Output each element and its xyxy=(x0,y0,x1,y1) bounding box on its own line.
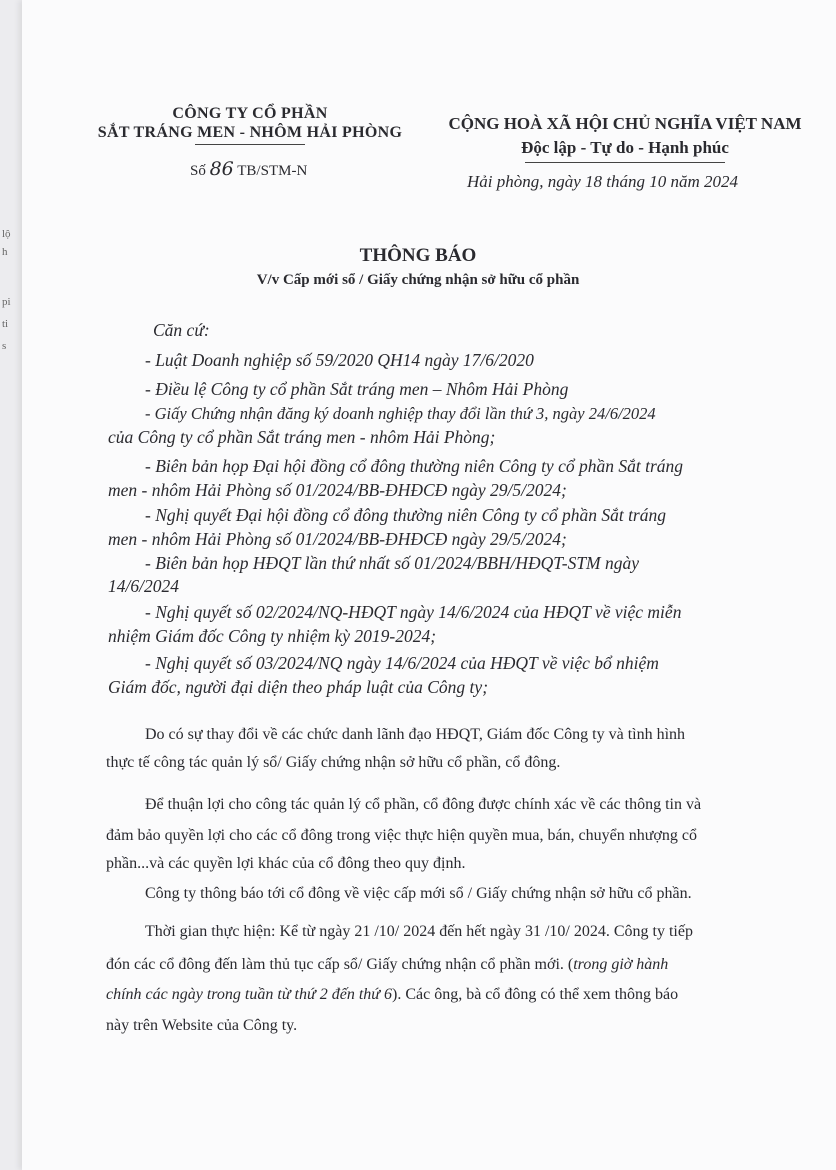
body-line: Để thuận lợi cho công tác quản lý cổ phần, cổ đông được chính xác về các thông tin và xyxy=(145,796,702,813)
body-line: thực tế công tác quản lý sổ/ Giấy chứng nhận sở hữu cổ phần, cổ đông. xyxy=(106,754,561,771)
edge-mark: s xyxy=(2,340,7,352)
basis-line: - Luật Doanh nghiệp số 59/2020 QH14 ngày 17/6/2020 xyxy=(145,350,534,370)
basis-line: - Nghị quyết số 03/2024/NQ ngày 14/6/2024 của HĐQT về việc bổ nhiệm xyxy=(145,653,659,673)
document-subtitle: V/v Cấp mới sổ / Giấy chứng nhận sở hữu cổ phần xyxy=(256,272,580,288)
company-header xyxy=(75,104,425,145)
header-underline xyxy=(195,144,305,145)
body-line: này trên Website của Công ty. xyxy=(106,1017,298,1034)
document-date: Hải phòng, ngày 18 tháng 10 năm 2024 xyxy=(467,172,739,191)
body-line: phần...và các quyền lợi khác của cổ đông theo quy định. xyxy=(106,855,466,872)
edge-mark: ti xyxy=(2,318,9,330)
basis-line: - Biên bản họp HĐQT lần thứ nhất số 01/2024/BBH/HĐQT-STM ngày xyxy=(145,553,640,573)
body-text: ). Các ông, bà cổ đông có thể xem thông báo xyxy=(392,986,679,1003)
body-line: đảm bảo quyền lợi cho các cổ đông trong việc thực hiện quyền mua, bán, chuyển nhượng cổ xyxy=(106,827,697,844)
document-number xyxy=(190,158,307,180)
doc-number-suffix: TB/STM-N xyxy=(237,163,308,179)
body-line: Công ty thông báo tới cổ đông về việc cấp mới sổ / Giấy chứng nhận sở hữu cổ phần. xyxy=(145,885,692,902)
body-line xyxy=(106,956,668,974)
basis-line: men - nhôm Hải Phòng số 01/2024/BB-ĐHĐCĐ ngày 29/5/2024; xyxy=(108,529,567,549)
motto-underline xyxy=(525,162,725,163)
basis-line: men - nhôm Hải Phòng số 01/2024/BB-ĐHĐCĐ ngày 29/5/2024; xyxy=(108,480,567,500)
basis-line: của Công ty cổ phần Sắt tráng men - nhôm Hải Phòng; xyxy=(108,427,496,447)
body-text: đón các cổ đông đến làm thủ tục cấp sổ/ Giấy chứng nhận cổ phần mới. ( xyxy=(106,956,574,973)
basis-line: Giám đốc, người đại diện theo pháp luật của Công ty; xyxy=(108,677,489,697)
body-line: Do có sự thay đổi về các chức danh lãnh đạo HĐQT, Giám đốc Công ty và tình hình xyxy=(145,726,686,743)
national-title: CỘNG HOÀ XÃ HỘI CHỦ NGHĨA VIỆT NAM xyxy=(448,114,802,133)
basis-line: - Giấy Chứng nhận đăng ký doanh nghiệp thay đổi lần thứ 3, ngày 24/6/2024 xyxy=(145,404,656,423)
edge-mark: h xyxy=(2,246,8,258)
basis-heading: Căn cứ: xyxy=(153,320,210,340)
basis-line: 14/6/2024 xyxy=(108,576,179,596)
basis-line: nhiệm Giám đốc Công ty nhiệm kỳ 2019-2024; xyxy=(108,626,437,646)
office-hours-note: chính các ngày trong tuần từ thứ 2 đến thứ 6 xyxy=(106,986,392,1003)
doc-number-prefix: Số xyxy=(190,163,206,179)
adjacent-page-edge xyxy=(0,0,22,1170)
company-name: SẮT TRÁNG MEN - NHÔM HẢI PHÒNG xyxy=(97,124,403,141)
national-motto: Độc lập - Tự do - Hạnh phúc xyxy=(521,138,729,157)
basis-line: - Biên bản họp Đại hội đồng cổ đông thường niên Công ty cổ phần Sắt tráng xyxy=(145,456,684,476)
edge-mark: pi xyxy=(2,296,11,308)
office-hours-note: trong giờ hành xyxy=(573,956,669,973)
body-line xyxy=(106,986,678,1004)
doc-number-handwritten: 86 xyxy=(209,158,234,180)
edge-mark: lộ xyxy=(2,228,11,240)
basis-line: - Điều lệ Công ty cổ phần Sắt tráng men – Nhôm Hải Phòng xyxy=(145,379,569,399)
document-title: THÔNG BÁO xyxy=(359,245,477,266)
company-type: CÔNG TY CỔ PHẦN xyxy=(172,105,328,122)
basis-line: - Nghị quyết số 02/2024/NQ-HĐQT ngày 14/6/2024 của HĐQT về việc miễn xyxy=(145,602,682,622)
body-line: Thời gian thực hiện: Kể từ ngày 21 /10/ 2024 đến hết ngày 31 /10/ 2024. Công ty tiếp xyxy=(145,923,693,940)
basis-line: - Nghị quyết Đại hội đồng cổ đông thường niên Công ty cổ phần Sắt tráng xyxy=(145,505,666,525)
national-header xyxy=(440,112,810,163)
